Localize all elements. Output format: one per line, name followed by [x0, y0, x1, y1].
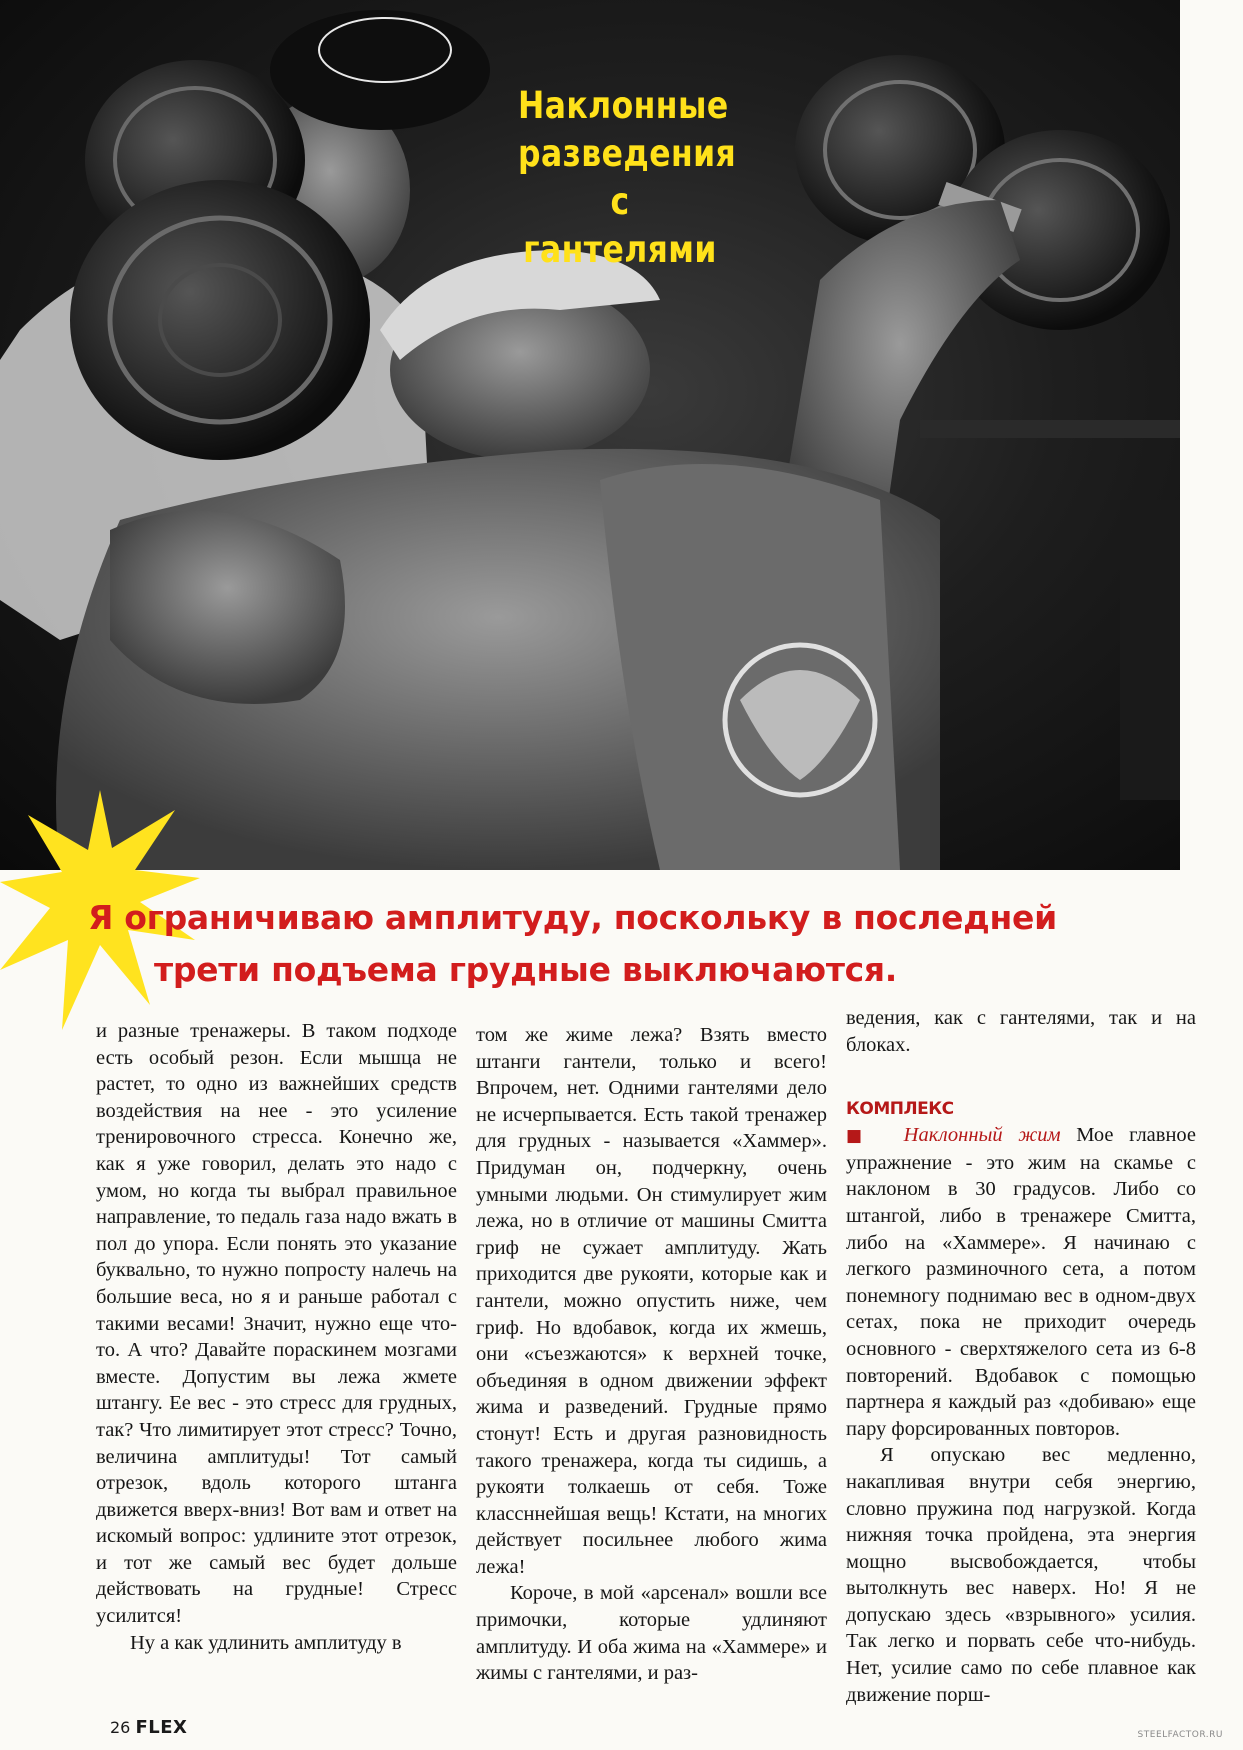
page-footer: [110, 1717, 187, 1738]
col1-paragraph-2: Ну а как удлинить амплитуду в: [130, 1631, 402, 1654]
pull-quote: [88, 892, 1208, 996]
col3-paragraph-2-body: Мое главное упражнение - это жим на скамье с наклоном в 30 градусов. Либо со штангой, либо в тренажере Смитта, либо на «Хаммере». Я начинаю с легкого разминочного сета, а потом понемногу поднимаю вес в одном-двух сетах, пока не приходит очередь основного - сверхтяжелого сета из 6-8 повторений. Вдобавок с помощью партнера я каждый раз «добиваю» еще пару форсированных повторов.: [846, 1124, 1197, 1440]
photo-title-line-3: с гантелями: [523, 180, 717, 271]
col2-paragraph-2: Короче, в мой «арсенал» вошли все примочки, которые удлиняют амплитуду. И оба жима на «Хаммере» и жимы с гантелями, и раз-: [476, 1582, 827, 1685]
section-heading: КОМПЛЕКС: [846, 1099, 954, 1120]
magazine-name: FLEX: [135, 1717, 188, 1738]
cap-logo: [310, 10, 460, 90]
photo-title: [518, 82, 737, 274]
col3-paragraph-2: [846, 1122, 1196, 1442]
page-number: 26: [110, 1718, 131, 1737]
photo-title-line-2: разведения: [518, 132, 737, 175]
square-bullet-icon: ■: [846, 1126, 873, 1147]
bench-frame: [920, 420, 1180, 438]
photo-title-line-1: Наклонные: [518, 84, 729, 127]
pull-quote-line-1: Я ограничиваю амплитуду, поскольку в последней: [88, 898, 1057, 937]
col3-paragraph-3: Я опускаю вес медленно, накапливая внутри себя энергию, словно пружина под нагрузкой. Когда нижняя точка пройдена, эта энергия мощно высвобождается, чтобы вытолкнуть вес наверх. Но! Я не допускаю здесь «взрывного» усилия. Так легко и порвать себе что-нибудь. Нет, усилие само по себе плавное как движение порш-: [846, 1444, 1196, 1706]
article-column-3: [846, 1005, 1196, 1708]
exercise-lead-in: Наклонный жим: [903, 1124, 1061, 1147]
col3-paragraph-1: ведения, как с гантелями, так и на блоках.: [846, 1007, 1196, 1056]
article-column-1: [96, 1018, 457, 1656]
article-column-2: [476, 1022, 827, 1687]
col2-paragraph-1: том же жиме лежа? Взять вместо штанги гантели, только и всего! Впрочем, нет. Одними гантелями дело не исчерпывается. Есть такой тренажер для грудных - называется «Хаммер». Придуман он, подчеркну, очень умными людьми. Он стимулирует жим лежа, но в отличие от машины Смитта гриф не сужает амплитуду. Жать приходится две рукояти, которые как и гантели, можно опустить ниже, чем гриф. Но вдобавок, когда их жмешь, они «съезжаются» к верхней точке, объединяя в одном движении эффект жима и разведений. Грудные прямо стонут! Есть и другая разновидность такого тренажера, когда ты сидишь, а рукояти толкаешь от себя. Тоже классннейшая вещь! Кстати, на многих действует посильнее любого жима лежа!: [476, 1024, 827, 1578]
pull-quote-line-2: трети подъема грудные выключаются.: [154, 950, 898, 989]
hero-photo: [0, 0, 1180, 870]
site-watermark: STEELFACTOR.RU: [1137, 1730, 1223, 1740]
col1-paragraph-1: и разные тренажеры. В таком подходе есть особый резон. Если мышца не растет, то одно из важнейших средств воздействия на нее - это усиление тренировочного стресса. Конечно же, как я уже говорил, делать это надо с умом, но когда ты выбрал правильное направление, то педаль газа надо вжать в пол до упора. Если понять это указание буквально, то нужно попросту налечь на большие веса, но я и раньше работал с такими весами! Значит, нужно еще что-то. А что? Давайте пораскинем мозгами вместе. Допустим вы лежа жмете штангу. Ее вес - это стресс для грудных, так? Что лимитирует этот стресс? Точно, величина амплитуды! Тот самый отрезок, вдоль которого штанга движется вверх-вниз! Вот вам и ответ на искомый вопрос: удлините этот отрезок, и тот же самый вес будет дольше действовать на грудные! Стресс усилится!: [96, 1020, 457, 1628]
